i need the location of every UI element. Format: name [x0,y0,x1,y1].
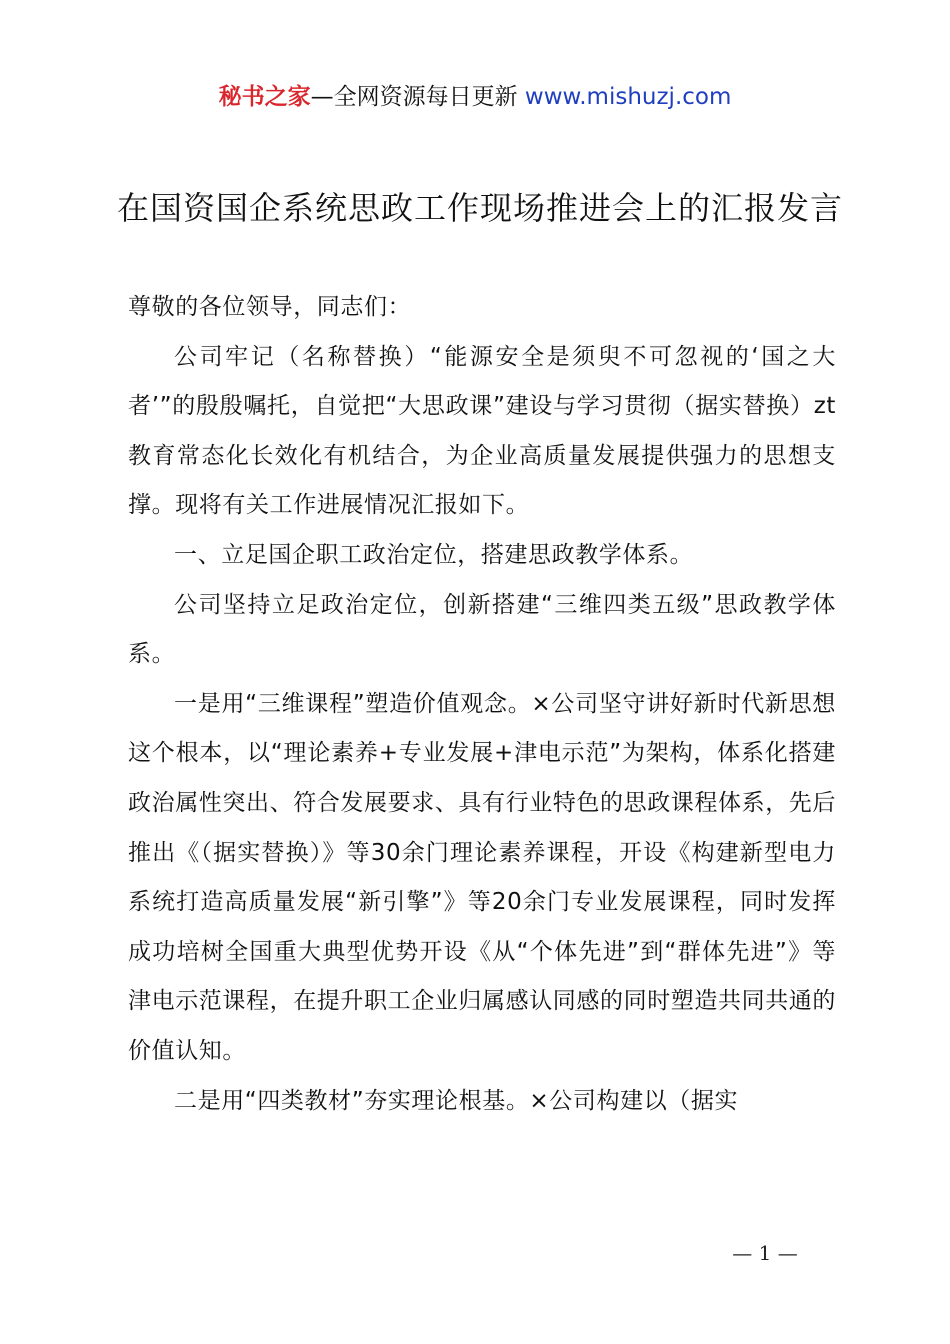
site-tagline: —全网资源每日更新 [310,84,525,110]
paragraph: 二是用“四类教材”夯实理论根基。×公司构建以（据实 [174,1087,739,1114]
paragraph: 公司坚持立足政治定位，创新搭建“三维四类五级”思政教学体系。 [128,591,836,668]
salutation: 尊敬的各位领导，同志们： [128,294,412,320]
document-body [128,283,836,1126]
site-url[interactable]: www.mishuzj.com [524,84,732,110]
site-header [0,80,950,114]
paragraph: 公司牢记（名称替换）“能源安全是须臾不可忽视的‘国之大者’”的殷殷嘱托，自觉把“大思政课”建设与学习贯彻（据实替换）zt教育常态化长效化有机结合，为企业高质量发展提供强力的思想支撑。现将有关工作进展情况汇报如下。 [128,343,836,519]
page-number: — 1 — [732,1241,798,1265]
site-brand: 秘书之家 [218,84,311,110]
section-heading: 一、立足国企职工政治定位，搭建思政教学体系。 [174,541,694,568]
document-title: 在国资国企系统思政工作现场推进会上的汇报发言 [116,189,843,227]
paragraph: 一是用“三维课程”塑造价值观念。×公司坚守讲好新时代新思想这个根本，以“理论素养+专业发展+津电示范”为架构，体系化搭建政治属性突出、符合发展要求、具有行业特色的思政课程体系，先后推出《（据实替换）》等30余门理论素养课程，开设《构建新型电力系统打造高质量发展“新引擎”》等20余门专业发展课程，同时发挥成功培树全国重大典型优势开设《从“个体先进”到“群体先进”》等津电示范课程，在提升职工企业归属感认同感的同时塑造共同共通的价值认知。 [128,690,836,1064]
